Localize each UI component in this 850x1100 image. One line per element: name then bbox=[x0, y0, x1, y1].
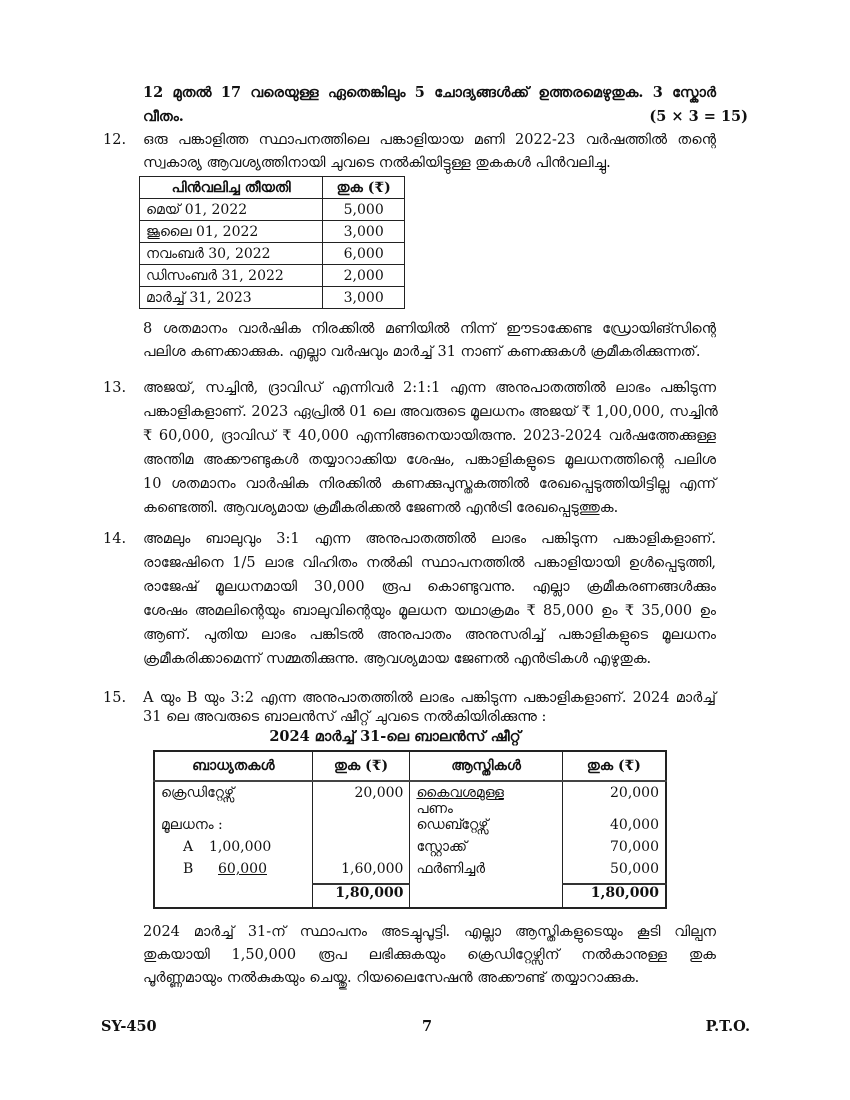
table-row bbox=[154, 817, 666, 839]
amount-cell: 1,60,000 bbox=[312, 861, 410, 884]
asset-label-text: പണം bbox=[416, 801, 453, 817]
table-row bbox=[140, 243, 405, 265]
instructions-line: 12 മുതൽ 17 വരെയുള്ള ഏതെങ്കിലും 5 ചോദ്യങ്ങൾക്ക് ഉത്തരമെഴുതുക. 3 സ്കോർ bbox=[143, 84, 716, 101]
question-number: 14. bbox=[103, 531, 127, 547]
total-amount: 1,80,000 bbox=[312, 884, 410, 908]
question-text: രാജേഷിനെ 1/5 ലാഭ വിഹിതം നൽകി സ്ഥാപനത്തിൽ പങ്കാളിയായി ഉൾപ്പെടുത്തി, bbox=[143, 555, 716, 571]
table-header: തുക (₹) bbox=[562, 751, 666, 781]
date-cell: ജൂലൈ 01, 2022 bbox=[140, 221, 323, 243]
amount-cell: 20,000 bbox=[312, 781, 410, 817]
amount-cell: 20,000 bbox=[562, 781, 666, 817]
page-number: 7 bbox=[422, 1018, 433, 1035]
table-header: ആസ്തികൾ bbox=[410, 751, 562, 781]
amount-cell: 50,000 bbox=[562, 861, 666, 884]
asset-label: ഡെബ്റ്റേഴ്സ് bbox=[410, 817, 562, 839]
question-text: 31 ലെ അവരുടെ ബാലൻസ് ഷീറ്റ് ചുവടെ നൽകിയിരിക്കുന്നു : bbox=[143, 709, 547, 725]
table-row bbox=[154, 839, 666, 861]
question-text: ₹ 60,000, ദ്രാവിഡ് ₹ 40,000 എന്നിങ്ങനെയായിരുന്നു. 2023-2024 വർഷത്തേക്കുള്ള bbox=[143, 428, 716, 444]
liability-label: മൂലധനം : bbox=[154, 817, 312, 839]
amount-cell: 6,000 bbox=[323, 243, 405, 265]
table-row bbox=[140, 199, 405, 221]
amount-cell: 40,000 bbox=[562, 817, 666, 839]
total-row bbox=[154, 884, 666, 908]
date-cell: മെയ് 01, 2022 bbox=[140, 199, 323, 221]
question-text: രാജേഷ് മൂലധനമായി 30,000 രൂപ കൊണ്ടുവന്നു. എല്ലാ ക്രമീകരണങ്ങൾക്കും bbox=[143, 579, 716, 595]
partner-amount: 1,00,000 bbox=[209, 839, 272, 855]
question-text: അജയ്, സച്ചിൻ, ദ്രാവിഡ് എന്നിവർ 2:1:1 എന്ന അനുപാതത്തിൽ ലാഭം പങ്കിടുന്ന bbox=[143, 380, 716, 396]
asset-label: സ്റ്റോക്ക് bbox=[410, 839, 562, 861]
balance-sheet-title: 2024 മാർച്ച് 31-ലെ ബാലൻസ് ഷീറ്റ് bbox=[269, 728, 521, 745]
question-text: 10 ശതമാനം വാർഷിക നിരക്കിൽ കണക്കുപുസ്തകത്തിൽ രേഖപ്പെടുത്തിയിട്ടില്ല എന്ന് bbox=[143, 476, 716, 492]
instructions-line: വീതം. bbox=[143, 108, 184, 125]
question-text: ശേഷം അമലിന്റെയും ബാലുവിന്റെയും മൂലധന യഥാക്രമം ₹ 85,000 ഉം ₹ 35,000 ഉം bbox=[143, 603, 716, 619]
date-cell: ഡിസംബർ 31, 2022 bbox=[140, 265, 323, 287]
question-text: ക്രമീകരിക്കാമെന്ന് സമ്മതിക്കുന്നു. ആവശ്യമായ ജേണൽ എൻട്രികൾ എഴുതുക. bbox=[143, 651, 652, 667]
question-text: 8 ശതമാനം വാർഷിക നിരക്കിൽ മണിയിൽ നിന്ന് ഈടാക്കേണ്ട ഡ്രോയിങ്സിന്റെ bbox=[143, 321, 716, 337]
total-amount: 1,80,000 bbox=[562, 884, 666, 908]
question-text: പലിശ കണക്കാക്കുക. എല്ലാ വർഷവും മാർച്ച് 31 നാണ് കണക്കുകൾ ക്രമീകരിക്കുന്നത്. bbox=[143, 344, 701, 360]
paper-code: SY-450 bbox=[101, 1018, 157, 1035]
question-text: തുകയായി 1,50,000 രൂപ ലഭിക്കുകയും ക്രെഡിറ്റേഴ്സിന് നൽകാനുള്ള തുക bbox=[143, 947, 716, 963]
question-text: ഒരു പങ്കാളിത്ത സ്ഥാപനത്തിലെ പങ്കാളിയായ മണി 2022-23 വർഷത്തിൽ തന്റെ bbox=[143, 132, 716, 148]
amount-cell: 70,000 bbox=[562, 839, 666, 861]
question-text: സ്വകാര്യ ആവശ്യത്തിനായി ചുവടെ നൽകിയിട്ടുള്ള തുകകൾ പിൻവലിച്ചു. bbox=[143, 155, 611, 171]
table-row bbox=[140, 221, 405, 243]
balance-sheet-table bbox=[153, 750, 667, 909]
amount-cell: 5,000 bbox=[323, 199, 405, 221]
partner-amount: 60,000 bbox=[218, 861, 267, 877]
partner-capital bbox=[154, 861, 312, 884]
amount-cell: 3,000 bbox=[323, 221, 405, 243]
asset-label-text: കൈവശമുള്ള bbox=[416, 785, 504, 801]
question-text: A യും B യും 3:2 എന്ന അനുപാതത്തിൽ ലാഭം പങ്കിടുന്ന പങ്കാളികളാണ്. 2024 മാർച്ച് bbox=[143, 690, 716, 706]
table-row bbox=[140, 287, 405, 309]
question-number: 15. bbox=[103, 690, 127, 706]
partner-label: A bbox=[183, 839, 194, 855]
question-text: അമലും ബാലുവും 3:1 എന്ന അനുപാതത്തിൽ ലാഭം പങ്കിടുന്ന പങ്കാളികളാണ്. bbox=[143, 531, 716, 547]
table-row bbox=[154, 781, 666, 817]
please-turn-over: P.T.O. bbox=[705, 1018, 750, 1035]
amount-cell: 2,000 bbox=[323, 265, 405, 287]
asset-label bbox=[410, 781, 562, 817]
liability-label: ക്രെഡിറ്റേഴ്സ് bbox=[154, 781, 312, 817]
question-number: 13. bbox=[103, 380, 127, 396]
question-text: 2024 മാർച്ച് 31-ന് സ്ഥാപനം അടച്ചുപൂട്ടി. എല്ലാ ആസ്തികളുടെയും കൂടി വില്പന bbox=[143, 924, 716, 940]
date-cell: നവംബർ 30, 2022 bbox=[140, 243, 323, 265]
question-text: അന്തിമ അക്കൗണ്ടുകൾ തയ്യാറാക്കിയ ശേഷം, പങ്കാളികളുടെ മൂലധനത്തിന്റെ പലിശ bbox=[143, 452, 716, 468]
table-row bbox=[140, 265, 405, 287]
table-header: ബാധ്യതകൾ bbox=[154, 751, 312, 781]
withdrawals-table bbox=[139, 176, 405, 309]
date-cell: മാർച്ച് 31, 2023 bbox=[140, 287, 323, 309]
question-number: 12. bbox=[103, 132, 127, 148]
amount-cell: 3,000 bbox=[323, 287, 405, 309]
table-header: പിൻവലിച്ച തീയതി bbox=[140, 177, 323, 199]
question-text: പൂർണ്ണമായും നൽകുകയും ചെയ്തു. റിയലൈസേഷൻ അക്കൗണ്ട് തയ്യാറാക്കുക. bbox=[143, 970, 640, 986]
table-row bbox=[154, 861, 666, 884]
question-text: പങ്കാളികളാണ്. 2023 ഏപ്രിൽ 01 ലെ അവരുടെ മൂലധനം അജയ് ₹ 1,00,000, സച്ചിൻ bbox=[143, 404, 718, 420]
partner-capital bbox=[154, 839, 312, 861]
table-header: തുക (₹) bbox=[312, 751, 410, 781]
question-text: കണ്ടെത്തി. ആവശ്യമായ ക്രമീകരിക്കൽ ജേണൽ എൻട്രി രേഖപ്പെടുത്തുക. bbox=[143, 500, 619, 516]
marks-allocation: (5 × 3 = 15) bbox=[649, 108, 748, 125]
partner-label: B bbox=[183, 861, 194, 877]
question-text: ആണ്. പുതിയ ലാഭം പങ്കിടൽ അനുപാതം അനുസരിച്ച് പങ്കാളികളുടെ മൂലധനം bbox=[143, 627, 716, 643]
table-header: തുക (₹) bbox=[323, 177, 405, 199]
asset-label: ഫർണിച്ചർ bbox=[410, 861, 562, 884]
